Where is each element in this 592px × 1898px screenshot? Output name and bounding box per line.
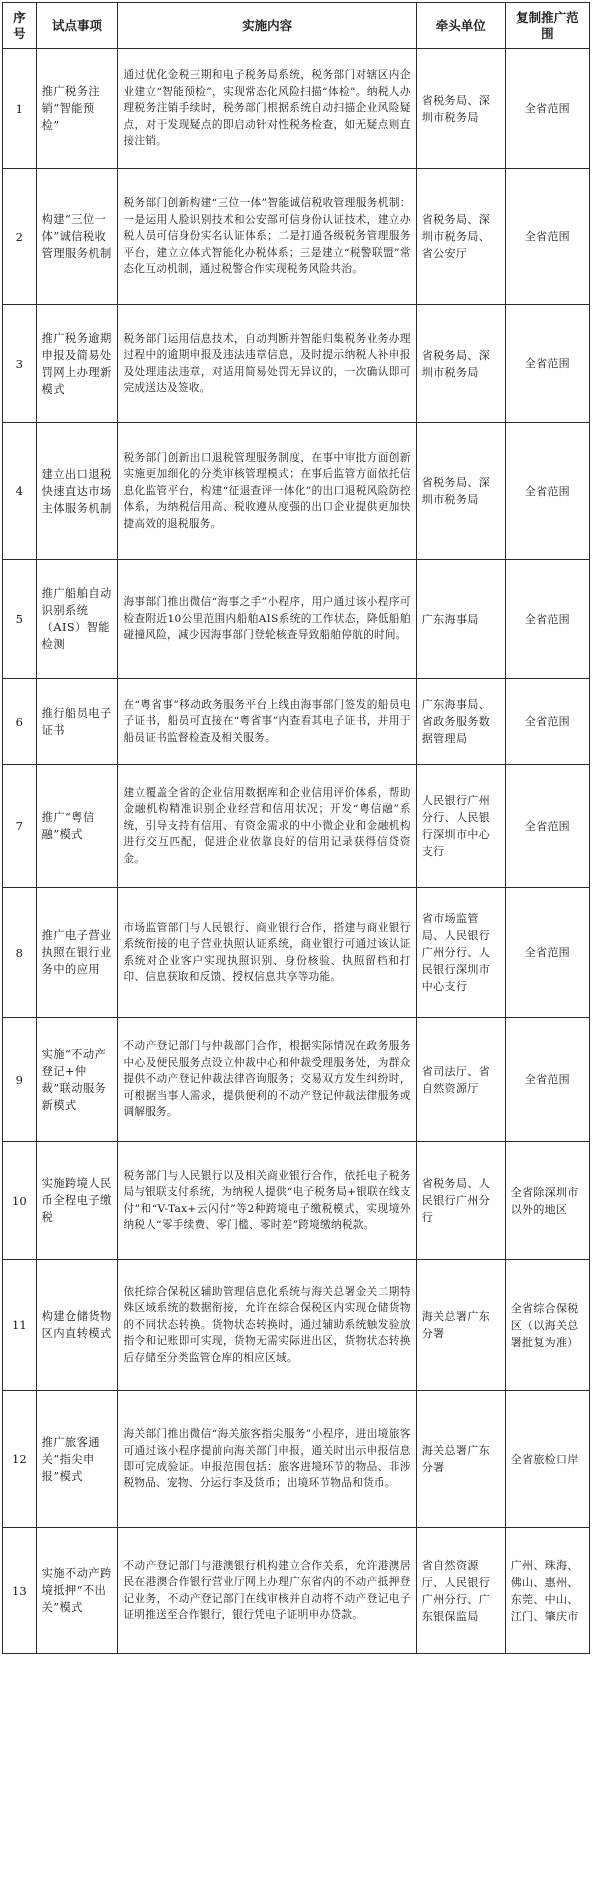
- row-content: 不动产登记部门与港澳银行机构建立合作关系，允许港澳居民在港澳合作银行营业厅网上办理广东省内的不动产抵押登记业务，不动产登记部门在线审核并自动将不动产登记电子证明推送至合作银行，银行凭电子证明申办贷款。: [118, 1528, 416, 1654]
- row-scope: 全省范围: [505, 169, 589, 305]
- row-content: 税务部门与人民银行以及相关商业银行合作，依托电子税务局与银联支付系统，为纳税人提供“电子税务局+银联在线支付”和“V-Tax+云闪付”等2种跨境电子缴税模式，实现境外纳税人“零手续费、零门槛、零时差”跨境缴纳税款。: [118, 1142, 416, 1260]
- row-content: 建立覆盖全省的企业信用数据库和企业信用评价体系，帮助金融机构精准识别企业经营和信用状况；开发“粤信融”系统，引导支持有信用、有资金需求的中小微企业和金融机构进行交互匹配，促进企业依靠良好的信用记录获得信贷资金。: [118, 765, 416, 888]
- row-scope: 全省范围: [505, 765, 589, 888]
- row-scope: 全省综合保税区（以海关总署批复为准）: [505, 1260, 589, 1391]
- row-lead-unit: 省税务局、深圳市税务局: [416, 305, 505, 423]
- row-scope: 广州、珠海、佛山、惠州、东莞、中山、江门、肇庆市: [505, 1528, 589, 1654]
- row-item: 推广“粤信融”模式: [36, 765, 118, 888]
- row-scope: 全省范围: [505, 560, 589, 679]
- row-content: 通过优化金税三期和电子税务局系统，税务部门对辖区内企业建立“智能预检”，实现常态化风险扫描“体检”。纳税人办理税务注销手续时，税务部门根据系统自动扫描企业风险疑点，对于发现疑点的即启动针对性税务检查，如无疑点则直接注销。: [118, 49, 416, 169]
- table-row: [3, 423, 590, 560]
- table-row: [3, 888, 590, 1018]
- row-number: 6: [3, 679, 37, 765]
- row-item: 推行船员电子证书: [36, 679, 118, 765]
- row-scope: 全省范围: [505, 888, 589, 1018]
- row-item: 推广船舶自动识别系统（AIS）智能检测: [36, 560, 118, 679]
- row-number: 13: [3, 1528, 37, 1654]
- row-number: 1: [3, 49, 37, 169]
- table-row: [3, 1260, 590, 1391]
- row-content: 海事部门推出微信“海事之手”小程序，用户通过该小程序可检查附近10公里范围内船舶AIS系统的工作状态，降低船舶碰撞风险，减少因海事部门登轮核查导致船舶停航的时间。: [118, 560, 416, 679]
- table-row: [3, 1528, 590, 1654]
- row-lead-unit: 省税务局、深圳市税务局: [416, 423, 505, 560]
- table-row: [3, 560, 590, 679]
- row-lead-unit: 省税务局、深圳市税务局: [416, 49, 505, 169]
- header-content: 实施内容: [118, 3, 416, 49]
- row-item: 推广税务逾期申报及简易处罚网上办理新模式: [36, 305, 118, 423]
- row-lead-unit: 省市场监管局、人民银行广州分行、人民银行深圳市中心支行: [416, 888, 505, 1018]
- header-no: 序号: [3, 3, 37, 49]
- row-item: 建立出口退税快速直达市场主体服务机制: [36, 423, 118, 560]
- row-number: 8: [3, 888, 37, 1018]
- pilot-items-table: [2, 2, 590, 1654]
- table-row: [3, 1391, 590, 1528]
- row-item: 推广电子营业执照在银行业务中的应用: [36, 888, 118, 1018]
- row-lead-unit: 广东海事局: [416, 560, 505, 679]
- row-lead-unit: 人民银行广州分行、人民银行深圳市中心支行: [416, 765, 505, 888]
- row-item: 推广旅客通关“指尖申报”模式: [36, 1391, 118, 1528]
- row-number: 2: [3, 169, 37, 305]
- row-content: 在“粤省事”移动政务服务平台上线由海事部门签发的船员电子证书，船员可直接在“粤省事”内查看其电子证书，并用于船员证书监督检查及相关服务。: [118, 679, 416, 765]
- row-item: 构建仓储货物区内直转模式: [36, 1260, 118, 1391]
- row-item: 实施“不动产登记+仲裁”联动服务新模式: [36, 1018, 118, 1142]
- row-number: 7: [3, 765, 37, 888]
- row-lead-unit: 省税务局、人民银行广州分行: [416, 1142, 505, 1260]
- row-item: 实施跨境人民币全程电子缴税: [36, 1142, 118, 1260]
- row-lead-unit: 省司法厅、省自然资源厅: [416, 1018, 505, 1142]
- row-scope: 全省范围: [505, 1018, 589, 1142]
- row-scope: 全省范围: [505, 423, 589, 560]
- row-scope: 全省范围: [505, 679, 589, 765]
- table-row: [3, 765, 590, 888]
- row-number: 9: [3, 1018, 37, 1142]
- table-row: [3, 1142, 590, 1260]
- row-item: 构建“三位一体”诚信税收管理服务机制: [36, 169, 118, 305]
- row-lead-unit: 广东海事局、省政务服务数据管理局: [416, 679, 505, 765]
- row-content: 海关部门推出微信“海关旅客指尖服务”小程序，进出境旅客可通过该小程序提前向海关部门申报，通关时出示申报信息即可完成验证。申报范围包括：旅客进境环节的物品、非涉税物品、宠物、分运行李及货币；出境环节物品和货币。: [118, 1391, 416, 1528]
- header-scope: 复制推广范围: [505, 3, 589, 49]
- table-header-row: [3, 3, 590, 49]
- row-lead-unit: 海关总署广东分署: [416, 1260, 505, 1391]
- table-row: [3, 49, 590, 169]
- row-number: 3: [3, 305, 37, 423]
- row-content: 依托综合保税区辅助管理信息化系统与海关总署金关二期特殊区域系统的数据衔接，允许在综合保税区内实现仓储货物的不同状态转换。货物状态转换时，通过辅助系统触发验放指令和记账即可实现，货物无需实际进出区，货物状态转换后存储至分类监管仓库的相应区域。: [118, 1260, 416, 1391]
- row-item: 推广税务注销“智能预检”: [36, 49, 118, 169]
- row-scope: 全省范围: [505, 305, 589, 423]
- row-number: 11: [3, 1260, 37, 1391]
- row-number: 4: [3, 423, 37, 560]
- row-lead-unit: 海关总署广东分署: [416, 1391, 505, 1528]
- row-content: 不动产登记部门与仲裁部门合作，根据实际情况在政务服务中心及便民服务点设立仲裁中心和仲裁受理服务处，为群众提供不动产登记仲裁法律咨询服务；交易双方发生纠纷时，可根据当事人需求，提供便利的不动产登记仲裁法律服务或调解服务。: [118, 1018, 416, 1142]
- row-number: 12: [3, 1391, 37, 1528]
- table-row: [3, 305, 590, 423]
- row-lead-unit: 省自然资源厅、人民银行广州分行、广东银保监局: [416, 1528, 505, 1654]
- row-lead-unit: 省税务局、深圳市税务局、省公安厅: [416, 169, 505, 305]
- table-row: [3, 1018, 590, 1142]
- row-content: 税务部门创新构建“三位一体”智能诚信税收管理服务机制：一是运用人脸识别技术和公安部可信身份认证技术，建立办税人员可信身份实名认证体系；二是打通各级税务管理服务平台，建立立体式智能化办税体系；三是建立“税警联盟”常态化互动机制，通过税警合作实现税务风险共治。: [118, 169, 416, 305]
- table-row: [3, 679, 590, 765]
- row-content: 市场监管部门与人民银行、商业银行合作，搭建与商业银行系统衔接的电子营业执照认证系统，商业银行可通过该认证系统对企业客户实现执照识别、身份核验、执照留档和打印、信息获取和反馈、授权信息共享等功能。: [118, 888, 416, 1018]
- row-scope: 全省范围: [505, 49, 589, 169]
- row-scope: 全省除深圳市以外的地区: [505, 1142, 589, 1260]
- row-content: 税务部门创新出口退税管理服务制度，在事中审批方面创新实施更加细化的分类审核管理模式；在事后监管方面依托信息化监管平台，构建“征退查评一体化”的出口退税风险防控体系，为纳税信用高、税收遵从度强的出口企业提供更加快捷高效的退税服务。: [118, 423, 416, 560]
- row-number: 10: [3, 1142, 37, 1260]
- row-scope: 全省旅检口岸: [505, 1391, 589, 1528]
- row-number: 5: [3, 560, 37, 679]
- header-item: 试点事项: [36, 3, 118, 49]
- row-item: 实施不动产跨境抵押“不出关”模式: [36, 1528, 118, 1654]
- header-lead: 牵头单位: [416, 3, 505, 49]
- row-content: 税务部门运用信息技术，自动判断并智能归集税务业务办理过程中的逾期申报及违法违章信息，及时提示纳税人补申报及处理违法违章，对适用简易处罚无异议的，一次确认即可完成送达及签收。: [118, 305, 416, 423]
- table-row: [3, 169, 590, 305]
